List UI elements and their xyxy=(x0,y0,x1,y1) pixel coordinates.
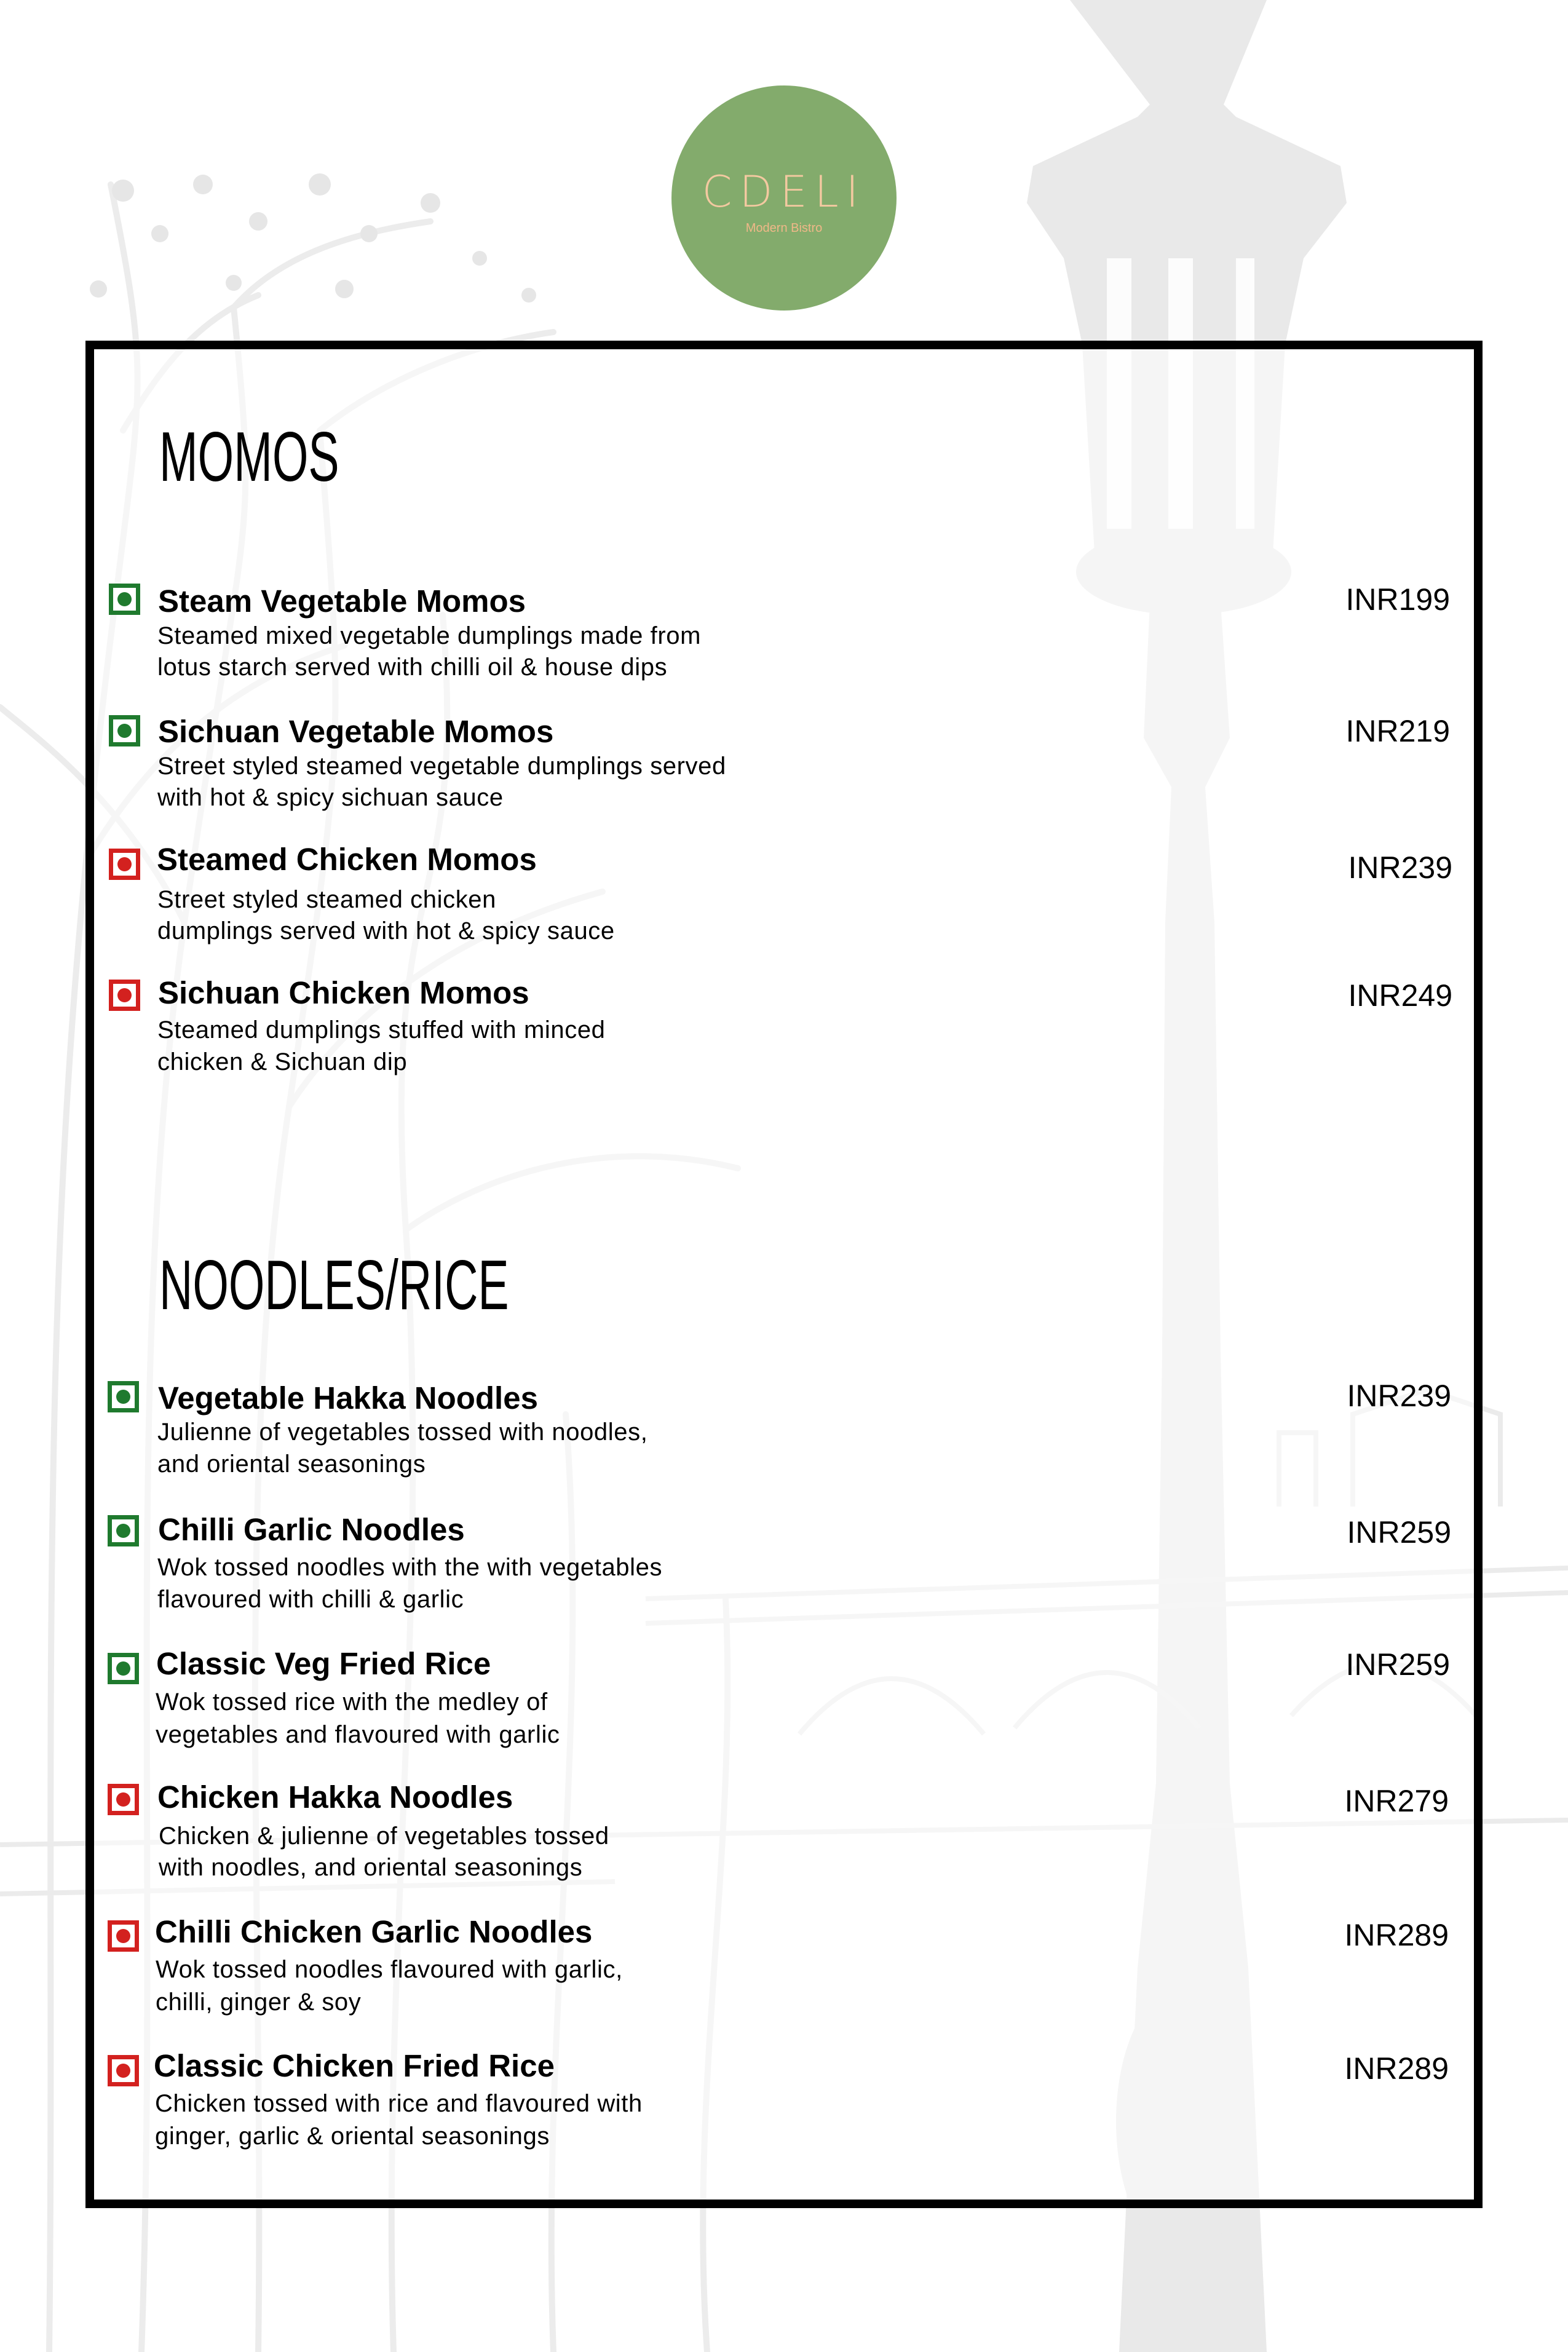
item-price: INR239 xyxy=(1347,1379,1451,1413)
item-name: Classic Veg Fried Rice xyxy=(156,1646,491,1681)
item-price: INR239 xyxy=(1348,850,1452,885)
item-description-line: Chicken tossed with rice and flavoured with xyxy=(155,2090,643,2117)
item-name: Sichuan Chicken Momos xyxy=(158,975,529,1010)
item-description-line: chicken & Sichuan dip xyxy=(157,1048,408,1075)
veg-indicator-icon xyxy=(109,715,140,746)
item-description-line: dumplings served with hot & spicy sauce xyxy=(157,917,615,944)
non-veg-indicator-icon xyxy=(108,1920,139,1952)
non-veg-indicator-icon xyxy=(108,1784,139,1815)
item-description-line: vegetables and flavoured with garlic xyxy=(156,1721,560,1748)
item-price: INR289 xyxy=(1344,2051,1449,2086)
item-description-line: flavoured with chilli & garlic xyxy=(157,1586,464,1613)
item-price: INR259 xyxy=(1347,1515,1451,1550)
item-name: Vegetable Hakka Noodles xyxy=(158,1380,538,1416)
section-heading-noodles-rice: NOODLES/RICE xyxy=(159,1246,509,1324)
brand-name: CDELI xyxy=(702,167,866,217)
item-price: INR279 xyxy=(1344,1784,1449,1818)
item-name: Steam Vegetable Momos xyxy=(158,584,526,619)
item-description-line: Wok tossed noodles flavoured with garlic, xyxy=(156,1956,623,1983)
item-description-line: Steamed dumplings stuffed with minced xyxy=(157,1016,606,1043)
item-description-line: lotus starch served with chilli oil & house dips xyxy=(157,654,668,681)
non-veg-indicator-icon xyxy=(109,849,140,880)
item-description-line: and oriental seasonings xyxy=(157,1451,426,1478)
item-description-line: Chicken & julienne of vegetables tossed xyxy=(159,1823,609,1850)
veg-indicator-icon xyxy=(109,584,140,615)
item-description-line: Street styled steamed chicken xyxy=(157,886,496,913)
item-name: Chicken Hakka Noodles xyxy=(157,1780,513,1815)
item-description-line: with hot & spicy sichuan sauce xyxy=(157,784,504,811)
item-description-line: Julienne of vegetables tossed with noodles, xyxy=(157,1419,648,1446)
item-description-line: Steamed mixed vegetable dumplings made from xyxy=(157,622,702,649)
non-veg-indicator-icon xyxy=(109,980,140,1011)
non-veg-indicator-icon xyxy=(108,2055,139,2086)
veg-indicator-icon xyxy=(108,1381,139,1412)
item-price: INR289 xyxy=(1344,1918,1449,1952)
item-description-line: Street styled steamed vegetable dumplings served xyxy=(157,753,726,780)
veg-indicator-icon xyxy=(108,1515,139,1546)
brand-tagline: Modern Bistro xyxy=(745,221,823,235)
section-heading-momos: MOMOS xyxy=(159,418,339,496)
item-description-line: with noodles, and oriental seasonings xyxy=(159,1854,583,1881)
item-description-line: Wok tossed rice with the medley of xyxy=(156,1689,548,1716)
item-price: INR259 xyxy=(1345,1647,1450,1682)
item-name: Steamed Chicken Momos xyxy=(157,842,537,877)
item-name: Chilli Garlic Noodles xyxy=(158,1512,465,1547)
item-description-line: Wok tossed noodles with the with vegetables xyxy=(157,1554,663,1581)
item-description-line: ginger, garlic & oriental seasonings xyxy=(155,2123,550,2150)
item-price: INR219 xyxy=(1345,714,1450,748)
item-price: INR199 xyxy=(1345,582,1450,617)
item-description-line: chilli, ginger & soy xyxy=(156,1989,362,2016)
item-name: Classic Chicken Fried Rice xyxy=(154,2048,555,2083)
item-name: Chilli Chicken Garlic Noodles xyxy=(155,1914,593,1949)
item-name: Sichuan Vegetable Momos xyxy=(158,714,554,749)
item-price: INR249 xyxy=(1348,978,1452,1013)
veg-indicator-icon xyxy=(108,1653,139,1684)
